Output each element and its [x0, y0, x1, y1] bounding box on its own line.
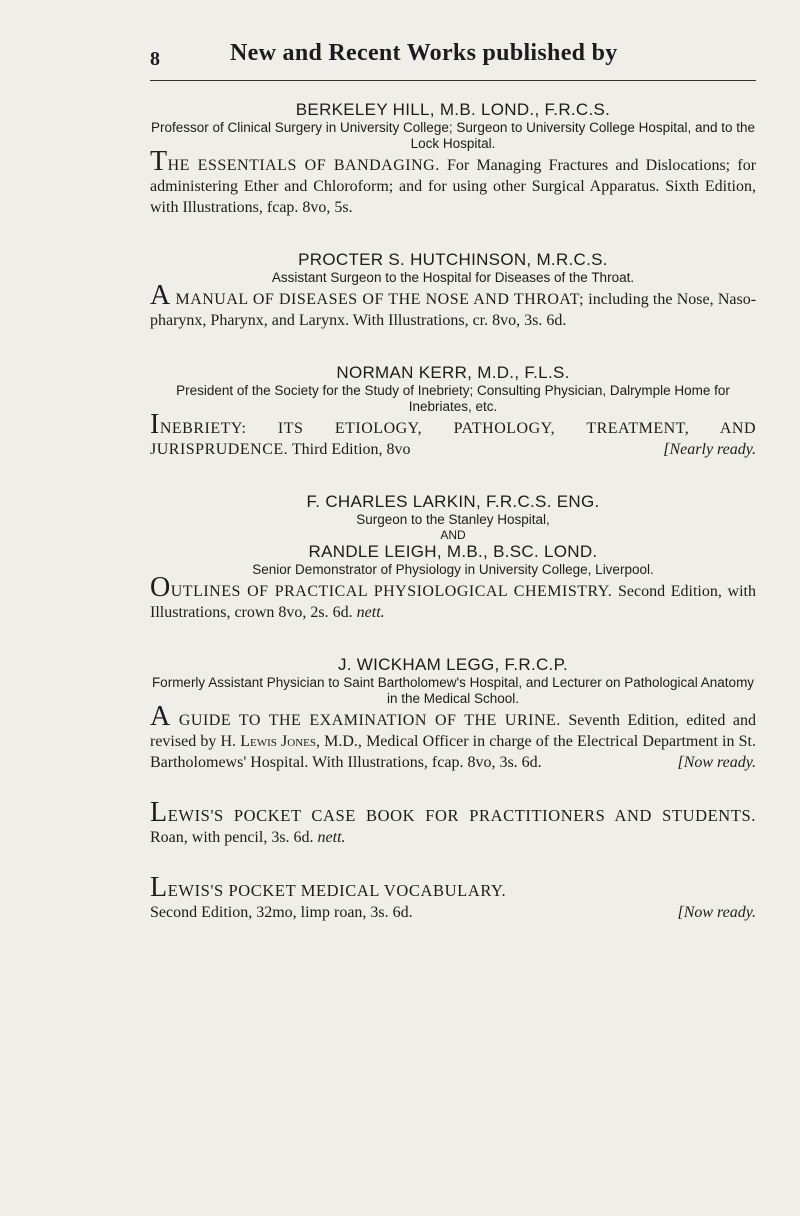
author-credentials: Surgeon to the Stanley Hospital,: [356, 512, 550, 527]
book-details: , M.D., Medical Officer in charge of the Electrical Department in St. Bartholomews' Hospital. With Illustrations, fcap. 8vo, 3s. 6d.: [150, 733, 757, 771]
coauthor-name: RANDLE LEIGH, M.B., B.SC. LOND.: [308, 542, 598, 561]
title-text: EWIS'S POCKET MEDICAL VOCABULARY.: [167, 881, 507, 900]
book-details: including the Nose, Naso-pharynx, Pharynx, and Larynx. With Illustrations, cr. 8vo, 3s. 6d.: [150, 291, 757, 329]
title-initial: O: [150, 572, 171, 603]
author-name: NORMAN KERR, M.D., F.L.S.: [336, 363, 570, 382]
availability-status: [Now ready.: [677, 904, 756, 921]
title-initial: I: [150, 409, 160, 440]
book-title: [150, 146, 440, 177]
header-rule: [150, 80, 756, 81]
page-number: 8: [150, 48, 160, 70]
coauthor-credentials: Senior Demonstrator of Physiology in University College, Liverpool.: [252, 562, 654, 577]
book-title: [150, 280, 585, 311]
book-description: [150, 280, 757, 331]
book-description: [150, 797, 756, 848]
title-initial: L: [150, 797, 168, 828]
book-details: For Managing Fractures and Dislocations; for administering Ether and Chloroform; and for using other Surgical Apparatus. Sixth Edition, with Illustrations, fcap. 8vo, 5s.: [150, 157, 757, 216]
book-description: [150, 872, 756, 923]
title-text: HE ESSENTIALS OF BANDAGING.: [167, 157, 440, 174]
editor-name: Lewis Jones: [240, 733, 316, 750]
title-initial: A: [150, 701, 171, 732]
and-connector: AND: [440, 528, 466, 542]
author-name: BERKELEY HILL, M.B. LOND., F.R.C.S.: [295, 100, 611, 119]
author-name: F. CHARLES LARKIN, F.R.C.S. ENG.: [306, 492, 600, 511]
book-description: [150, 146, 757, 218]
availability-status: [Nearly ready.: [663, 441, 756, 458]
running-head: New and Recent Works published by: [230, 40, 618, 66]
book-details: Second Edition, 32mo, limp roan, 3s. 6d.: [150, 904, 413, 921]
availability-status: [Now ready.: [677, 754, 756, 771]
title-text: NEBRIETY: ITS ETIOLOGY, PATHOLOGY, TREATMENT, AND JURISPRUDENCE.: [150, 420, 756, 458]
book-description: [150, 409, 756, 460]
title-initial: T: [150, 146, 168, 177]
author-credentials: Assistant Surgeon to the Hospital for Diseases of the Throat.: [271, 270, 635, 285]
book-details: Third Edition, 8vo: [291, 441, 411, 458]
book-details: Roan, with pencil, 3s. 6d.: [150, 829, 314, 846]
title-initial: L: [150, 872, 168, 903]
author-credentials: President of the Society for the Study of Inebriety; Consulting Physician, Dalrymple Home for Inebriates, etc.: [176, 383, 730, 414]
title-text: GUIDE TO THE EXAMINATION OF THE URINE.: [178, 712, 561, 729]
price-note: nett.: [356, 604, 385, 621]
author-credentials: Formerly Assistant Physician to Saint Bartholomew's Hospital, and Lecturer on Pathological Anatomy in the Medical School.: [151, 675, 755, 706]
book-title: [150, 797, 756, 828]
title-initial: A: [150, 280, 171, 311]
book-entry-case-book: [150, 797, 756, 848]
author-name: PROCTER S. HUTCHINSON, M.R.C.S.: [298, 250, 608, 269]
author-credentials: Professor of Clinical Surgery in University College; Surgeon to University College Hospital, and to the Lock Hospital.: [150, 120, 756, 151]
book-details: Second Edition, with Illustrations, crown 8vo, 2s. 6d.: [150, 583, 757, 621]
book-entry-vocabulary: [150, 872, 756, 923]
book-entry-throat: [150, 250, 756, 331]
book-title: [150, 872, 507, 903]
title-text: UTLINES OF PRACTICAL PHYSIOLOGICAL CHEMISTRY.: [170, 583, 613, 600]
price-note: nett.: [317, 829, 346, 846]
book-entry-inebriety: [150, 363, 756, 460]
catalogue-page: [96, 0, 757, 921]
book-entry-urine: [150, 655, 756, 773]
book-title: [150, 701, 561, 732]
book-description: [150, 572, 757, 623]
book-entry-physiological-chemistry: [150, 492, 756, 623]
author-name: J. WICKHAM LEGG, F.R.C.P.: [337, 655, 569, 674]
book-details-before: Seventh Edition, edited and revised by H.: [150, 712, 757, 750]
book-title: [150, 572, 613, 603]
book-entry-bandaging: [150, 100, 756, 218]
catalogue-body: [150, 100, 756, 955]
book-description: [150, 701, 757, 773]
title-text: MANUAL OF DISEASES OF THE NOSE AND THROAT;: [175, 291, 585, 308]
title-text: EWIS'S POCKET CASE BOOK FOR PRACTITIONERS AND STUDENTS.: [167, 806, 756, 825]
page-header: [96, 0, 756, 90]
